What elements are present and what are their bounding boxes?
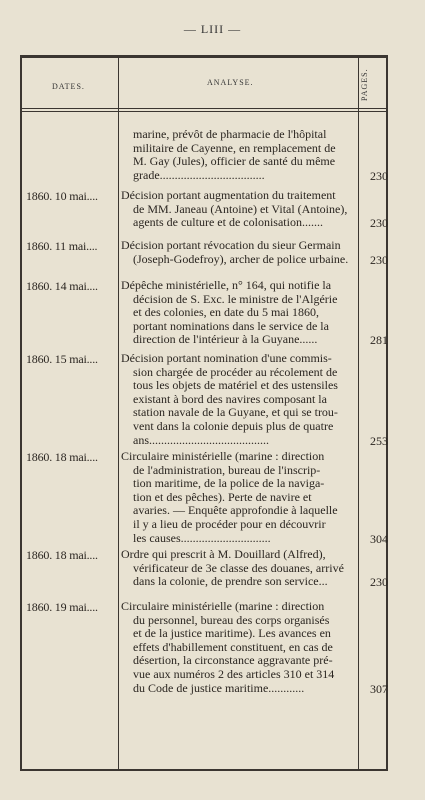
entry-date: 1860. 14 mai.... (26, 279, 98, 293)
header-rule-double (22, 111, 386, 112)
analysis-line: décision de S. Exc. le ministre de l'Algérie (133, 292, 338, 306)
analysis-line: dans la colonie, de prendre son service... (133, 575, 328, 589)
entry-analysis (121, 548, 357, 589)
entry-page-ref: 230 (370, 168, 388, 183)
entry-page-ref: 304 (370, 531, 388, 546)
analysis-line: marine, prévôt de pharmacie de l'hôpital (133, 128, 327, 141)
analysis-line: Décision portant nomination d'une commis- (121, 352, 332, 365)
analysis-line: militaire de Cayenne, en remplacement de (133, 141, 336, 155)
analysis-line: tion et des pêches). Perte de navire et (133, 490, 312, 504)
entry-date: 1860. 11 mai.... (26, 239, 98, 253)
analysis-line: vérificateur de 3e classe des douanes, arrivé (133, 561, 344, 575)
entry-date: 1860. 15 mai.... (26, 352, 98, 366)
analysis-line: du Code de justice maritime............ (133, 681, 305, 695)
entry-analysis (121, 128, 357, 182)
entry-date: 1860. 10 mai.... (26, 189, 98, 203)
entry-page-ref: 230 (370, 575, 388, 590)
analysis-line: avaries. — Enquête approfondie à laquelle (133, 504, 338, 518)
analysis-line: direction de l'intérieur à la Guyane...... (133, 333, 318, 347)
column-divider-dates (118, 58, 119, 769)
entry-page-ref: 281 (370, 333, 388, 348)
analysis-line: de l'administration, bureau de l'inscrip- (133, 463, 321, 477)
analysis-line: M. Gay (Jules), officier de santé du même (133, 155, 336, 169)
entry-analysis (121, 450, 357, 545)
analysis-line: effets d'habillement constituent, en cas de (133, 640, 333, 654)
analysis-line: Décision portant augmentation du traitement (121, 189, 336, 202)
analysis-line: vue aux numéros 2 des articles 310 et 314 (133, 667, 335, 681)
analysis-line: et des colonies, en date du 5 mai 1860, (133, 306, 319, 320)
header-dates: DATES. (52, 82, 85, 91)
analysis-line: Circulaire ministérielle (marine : direction (121, 600, 325, 613)
entry-page-ref: 253 (370, 433, 388, 448)
entry-page-ref: 230 (370, 216, 388, 231)
entry-analysis (121, 352, 357, 447)
analysis-line: tion maritime, de la police de la naviga- (133, 477, 325, 491)
entry-date: 1860. 19 mai.... (26, 600, 98, 614)
analysis-line: et de la justice maritime). Les avances en (133, 627, 331, 641)
analysis-line: existant à bord des navires composant la (133, 392, 327, 406)
index-table (20, 55, 388, 771)
header-pages: PAGES. (360, 68, 369, 102)
analysis-line: vent dans la colonie depuis plus de quatre (133, 419, 334, 433)
analysis-line: Ordre qui prescrit à M. Douillard (Alfred), (121, 548, 326, 561)
entry-analysis (121, 600, 357, 695)
analysis-line: il y a lieu de procéder pour en découvrir (133, 517, 326, 531)
entry-page-ref: 230 (370, 252, 388, 267)
analysis-line: Décision portant révocation du sieur Germain (121, 239, 341, 252)
analysis-line: (Joseph-Godefroy), archer de police urbaine. (133, 252, 349, 266)
analysis-line: agents de culture et de colonisation....... (133, 216, 323, 230)
analysis-line: du personnel, bureau des corps organisés (133, 613, 330, 627)
analysis-line: tous les objets de matériel et des ustensiles (133, 379, 338, 393)
analysis-line: Dépêche ministérielle, n° 164, qui notifie la (121, 279, 332, 292)
analysis-line: désertion, la circonstance aggravante pré- (133, 654, 333, 668)
analysis-line: Circulaire ministérielle (marine : direction (121, 450, 325, 463)
analysis-line: ans........................................ (133, 433, 269, 447)
entry-page-ref: 307 (370, 681, 388, 696)
header-analyse: ANALYSE. (207, 78, 254, 87)
entry-analysis (121, 239, 357, 266)
page-number: — LIII — (183, 22, 242, 36)
analysis-line: portant nominations dans le service de la (133, 319, 329, 333)
entry-analysis (121, 279, 357, 347)
entry-date: 1860. 18 mai.... (26, 548, 98, 562)
analysis-line: grade................................... (133, 168, 265, 182)
analysis-line: les causes.............................. (133, 531, 271, 545)
analysis-line: de MM. Janeau (Antoine) et Vital (Antoine), (133, 202, 348, 216)
entry-date: 1860. 18 mai.... (26, 450, 98, 464)
entry-analysis (121, 189, 357, 230)
analysis-line: sion chargée de procéder au récolement de (133, 365, 338, 379)
header-rule (22, 108, 386, 109)
analysis-line: station navale de la Guyane, et qui se trou- (133, 406, 338, 420)
column-divider-pages (358, 58, 359, 769)
